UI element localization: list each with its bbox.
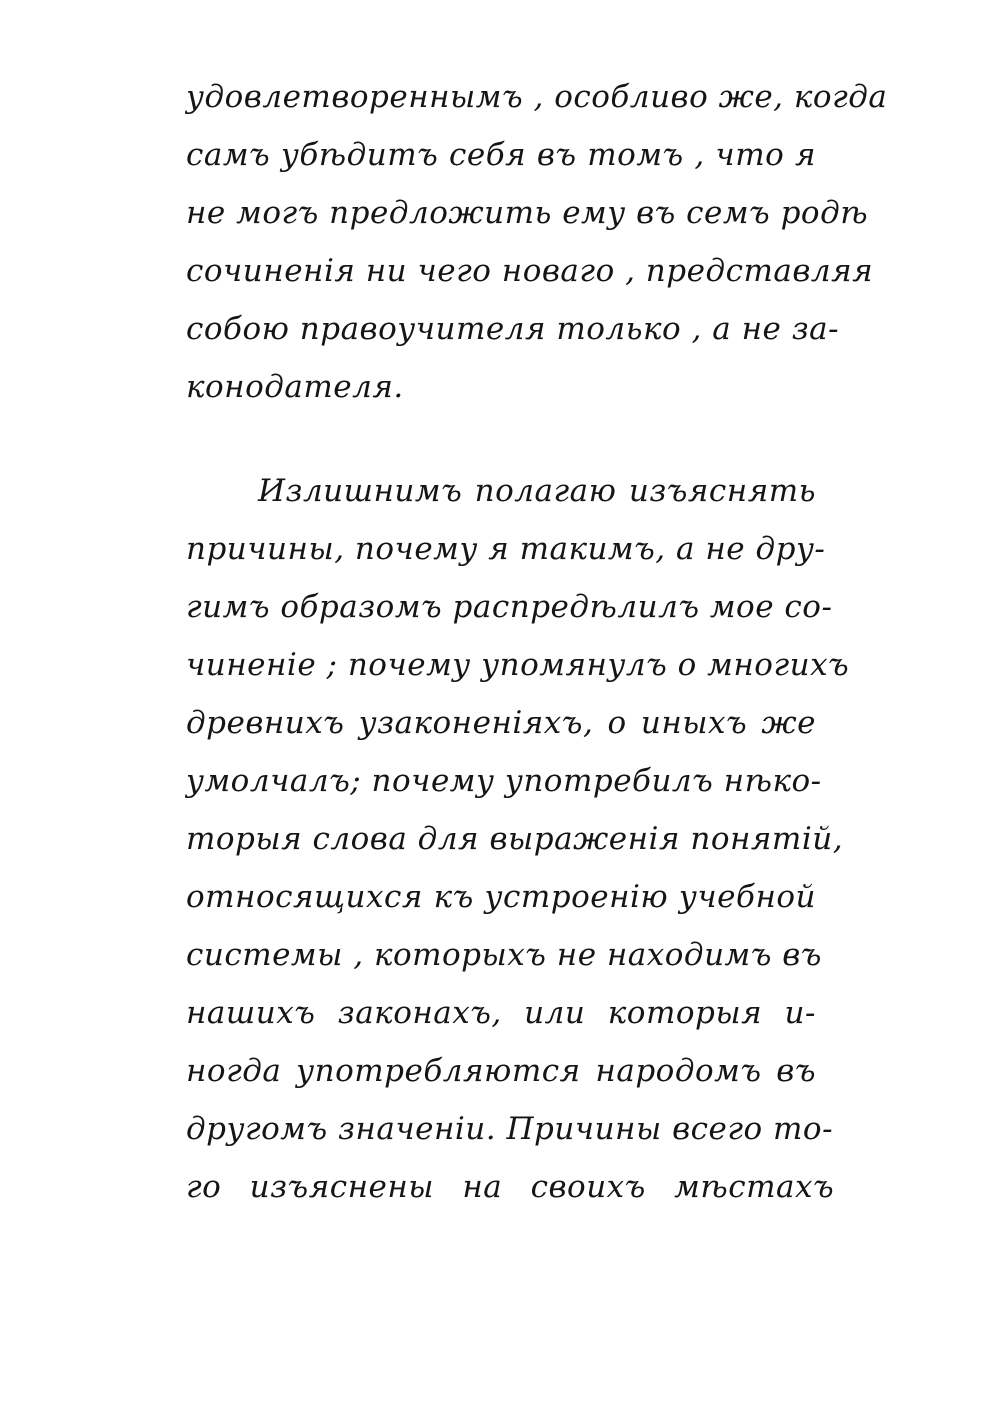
text-line: нашихъ законахъ, или которыя и- (186, 995, 816, 1031)
text-line: конодателя. (186, 369, 404, 405)
text-line: системы , которыхъ не находимъ въ (186, 937, 822, 973)
text-line: относящихся къ устроенію учебной (186, 879, 816, 915)
text-line: го изъяснены на своихъ мѣстахъ (186, 1169, 835, 1205)
text-line: Излишнимъ полагаю изъяснять (258, 473, 816, 509)
text-line: удовлетвореннымъ , особливо же, когда (186, 79, 888, 115)
text-line: умолчалъ; почему употребилъ нѣко- (186, 763, 822, 799)
text-line: собою правоучителя только , а не за- (186, 311, 840, 347)
text-line: не могъ предложить ему въ семъ родѣ (186, 195, 869, 231)
text-line: гимъ образомъ распредѣлилъ мое со- (186, 589, 833, 625)
text-line: чиненіе ; почему упомянулъ о многихъ (186, 647, 850, 683)
text-line: причины, почему я такимъ, а не дру- (186, 531, 826, 567)
text-line: другомъ значеніи. Причины всего то- (186, 1111, 834, 1147)
text-line: ногда употребляются народомъ въ (186, 1053, 816, 1089)
text-line: торыя слова для выраженія понятій, (186, 821, 844, 857)
paragraph-1 (186, 68, 888, 416)
text-line: сочиненія ни чего новаго , представляя (186, 253, 874, 289)
paragraph-2 (186, 462, 850, 1216)
text-line: древнихъ узаконеніяхъ, о иныхъ же (186, 705, 816, 741)
text-line: самъ убѣдитъ себя въ томъ , что я (186, 137, 816, 173)
